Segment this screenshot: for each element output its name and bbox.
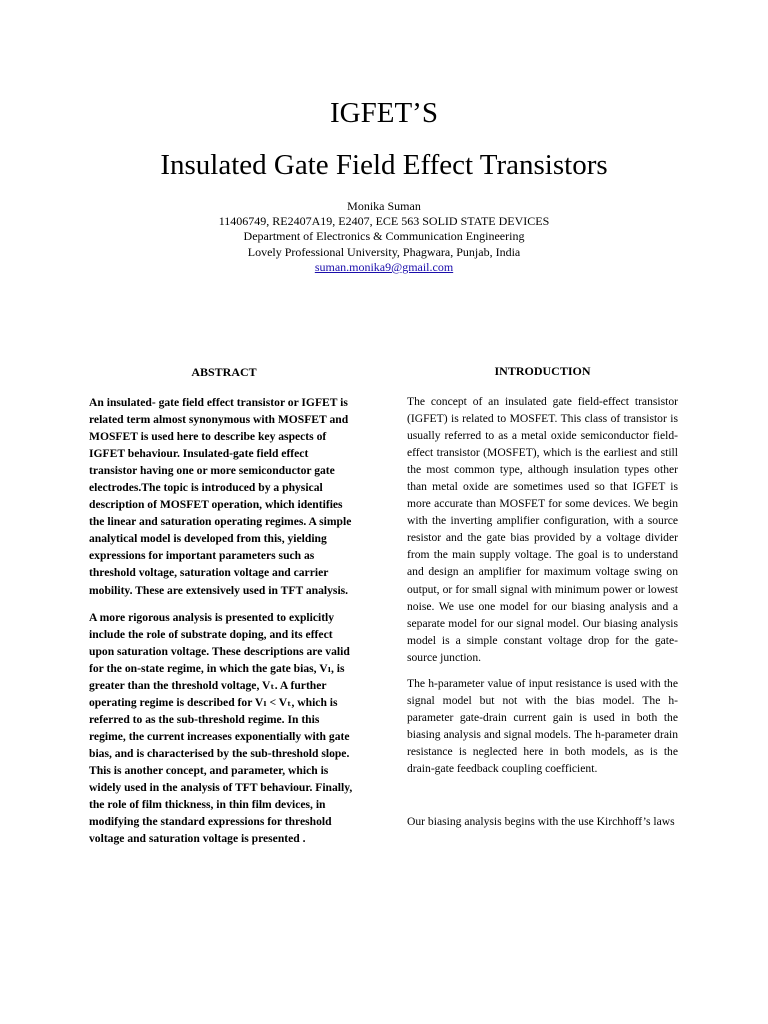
- introduction-paragraph-1: The concept of an insulated gate field-effect transistor (IGFET) is related to MOSFET. This class of transistor is usually referred to as a metal oxide semiconductor field-effect transistor (MOSFET), which is the earliest and still the most common type, although insulation types other than metal oxide are sometimes used so that IGFET is more accurate than MOSFET for some devices. We begin with the inverting amplifier configuration, with a source resistor and the gate bias provided by a voltage divider from the main supply voltage. The goal is to understand and design an amplifier for maximum voltage swing on output, or for small signal with minimum power or lowest noise. We use one model for our biasing analysis and a separate model for our signal model. Our biasing analysis model is a simple constant voltage drop for the gate-source junction.: [407, 395, 678, 664]
- author-department: Department of Electronics & Communication Engineering: [243, 229, 525, 244]
- abstract-paragraph-2: A more rigorous analysis is presented to explicitly include the role of substrate doping, and its effect upon saturation voltage. These descriptions are valid for the on-state regime, in which the gate bias, Vₗ, is greater than the threshold voltage, Vₜ. A further operating regime is described for Vₗ < Vₜ, which is referred to as the sub-threshold regime. In this regime, the current increases exponentially with gate bias, and is characterised by the sub-threshold slope. This is another concept, and parameter, which is widely used in the analysis of TFT behaviour. Finally, the role of film thickness, in thin film devices, in modifying the standard expressions for threshold voltage and saturation voltage is presented .: [89, 610, 353, 846]
- introduction-heading: INTRODUCTION: [494, 364, 591, 378]
- title-line-1: IGFET’S: [330, 97, 438, 129]
- page-title: Insulated Gate Field Effect Transistors: [160, 149, 608, 181]
- introduction-paragraph-2: The h-parameter value of input resistance is used with the signal model but not with the bias model. The h-parameter gate-drain current gain is used in both the biasing analysis and signal models. The h-parameter drain resistance is neglected here in both models, as is the drain-gate feedback coupling coefficient.: [407, 676, 678, 775]
- introduction-paragraph-3: Our biasing analysis begins with the use Kirchhoff’s laws: [407, 815, 675, 829]
- abstract-heading: ABSTRACT: [191, 365, 257, 379]
- author-name: Monika Suman: [347, 199, 421, 213]
- author-university: Lovely Professional University, Phagwara, Punjab, India: [247, 244, 521, 259]
- author-email-link[interactable]: suman.monika9@gmail.com: [314, 259, 454, 274]
- author-block: [0, 199, 768, 275]
- abstract-paragraph-1: An insulated- gate field effect transistor or IGFET is related term almost synonymous with MOSFET and MOSFET is used here to describe key aspects of IGFET behaviour. Insulated-gate field effect transistor having one or more semiconductor gate electrodes.The topic is introduced by a physical description of MOSFET operation, which identifies the linear and saturation operating regimes. A simple analytical model is developed from this, yielding expressions for important parameters such as threshold voltage, saturation voltage and carrier mobility. These are extensively used in TFT analysis.: [89, 396, 352, 597]
- introduction-column: [407, 363, 678, 830]
- abstract-column: [89, 364, 359, 857]
- author-ids: 11406749, RE2407A19, E2407, ECE 563 SOLID STATE DEVICES: [218, 214, 550, 229]
